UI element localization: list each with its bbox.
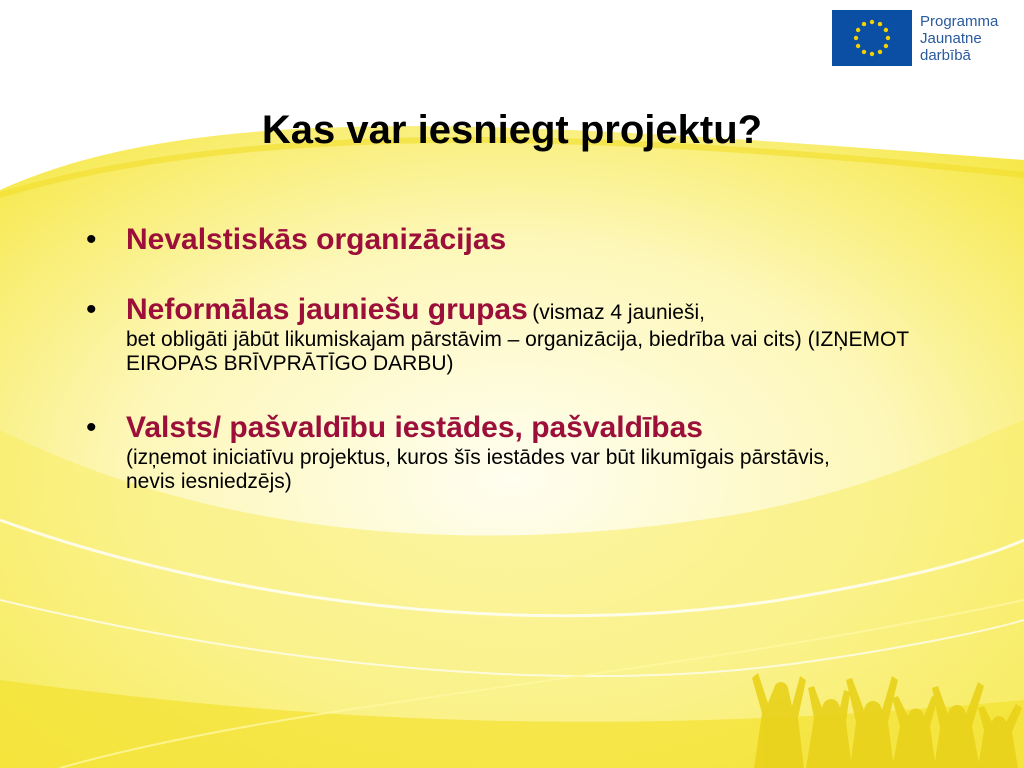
bullet-dot-icon: •	[86, 223, 97, 256]
bullet-dot-icon: •	[86, 293, 97, 326]
bullet-detail-text: bet obligāti jābūt likumiskajam pārstāvim – organizācija, biedrība vai cits) (IZŅEMOT EIROPAS BRĪVPRĀTĪGO DARBU)	[126, 328, 909, 375]
bullet-main-text: Neformālas jauniešu grupas	[126, 293, 528, 326]
logo-text	[920, 13, 998, 64]
bullet-list	[86, 222, 946, 522]
logo-line-3: darbībā	[920, 46, 971, 64]
bullet-item	[86, 222, 946, 258]
logo-line-1: Programma	[920, 12, 999, 30]
slide-title: Kas var iesniegt projektu?	[261, 108, 763, 152]
logo-line-2: Jaunatne	[920, 29, 982, 47]
bullet-main-text: Valsts/ pašvaldību iestādes, pašvaldības	[126, 411, 703, 444]
bullet-main-text: Nevalstiskās organizācijas	[126, 223, 507, 256]
programme-logo	[832, 8, 1018, 68]
eu-flag-icon	[832, 10, 912, 66]
bullet-detail-text: (izņemot iniciatīvu projektus, kuros šīs iestādes var būt likumīgais pārstāvis, nevis iesniedzējs)	[126, 446, 830, 493]
bullet-detail-inline: (vismaz 4 jaunieši,	[532, 301, 705, 324]
cheering-people-silhouettes	[734, 618, 1024, 768]
bullet-item	[86, 410, 946, 494]
bullet-dot-icon: •	[86, 411, 97, 444]
bullet-item	[86, 292, 946, 376]
